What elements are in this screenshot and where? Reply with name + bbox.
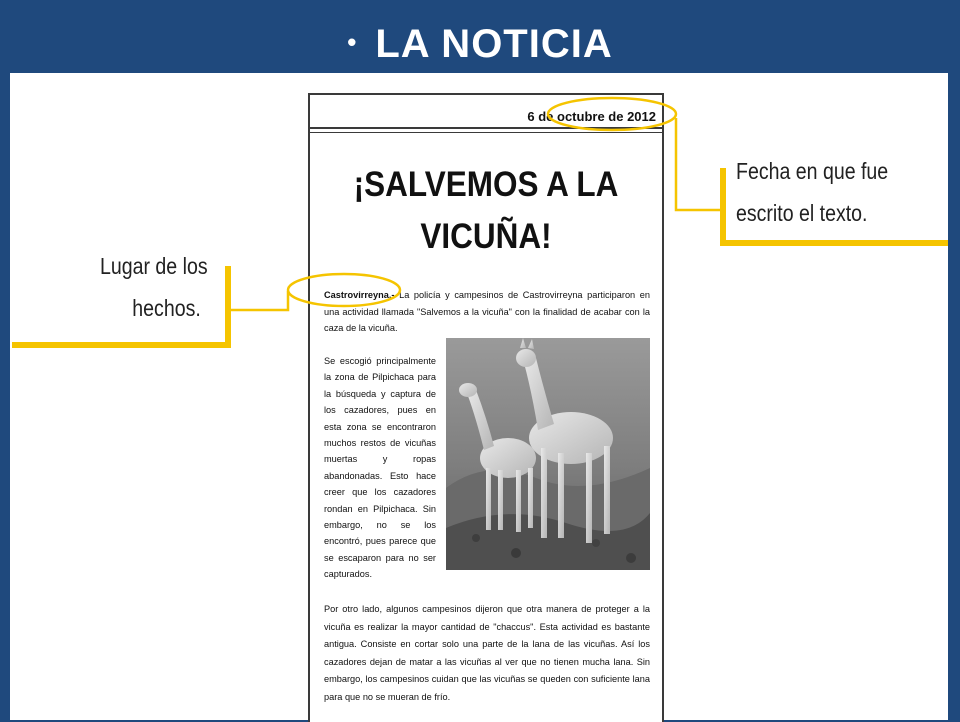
article-paragraph-1 <box>324 287 650 337</box>
header-rule <box>310 127 662 129</box>
article-paragraph-2: Se escogió principalmente la zona de Pilpichaca para la búsqueda y captura de los cazadores, pues en esta zona se encontraron muchos restos de vicuñas muertas y ropas abandonadas. Esto hace creer que los cazadores rondan en Pilpichaca. Sin embargo, no se los encontró, pues parece que se escaparon para no ser capturados. <box>324 356 436 580</box>
article-paragraph-3: Por otro lado, algunos campesinos dijeron que otra manera de proteger a la vicuña es realizar la mayor cantidad de "chaccus". Esta actividad es bastante antigua. Consiste en cortar solo una parte de la lana de las vicuñas. Así los cazadores dejan de matar a las vicuñas al ver que no tienen mucha lana. Sin embargo, los campesinos cuidan que las vicuñas se queden con suficiente lana para que no se mueran de frío. <box>324 604 650 702</box>
newspaper-page <box>308 93 664 722</box>
headline-line-2: VICUÑA! <box>420 217 552 256</box>
date-callout-line-1: Fecha en que fue <box>736 158 889 184</box>
article-paragraph-1-body: La policía y campesinos de Castrovirreyna participaron en una actividad llamada "Salvemos a la vicuña" con la finalidad de acabar con la caza de la vicuña. <box>324 290 650 333</box>
title-text: LA NOTICIA <box>375 22 613 66</box>
header-rule-thin <box>310 132 662 133</box>
title-bullet: • <box>347 26 358 57</box>
place-callout-line-1: Lugar de los <box>100 253 208 279</box>
content-area <box>10 73 948 720</box>
vicuna-photo-graphic <box>446 338 650 570</box>
article-location-lead: Castrovirreyna.- <box>324 290 395 300</box>
headline-line-1: ¡SALVEMOS A LA <box>353 165 619 204</box>
date-callout-line-2: escrito el texto. <box>736 200 868 226</box>
place-callout-line-2: hechos. <box>132 295 201 321</box>
place-callout <box>100 245 208 329</box>
vicuna-photo <box>446 338 650 570</box>
newspaper-date: 6 de octubre de 2012 <box>527 109 656 124</box>
slide-title <box>0 22 960 67</box>
newspaper-headline <box>328 159 645 263</box>
date-callout <box>736 150 888 234</box>
